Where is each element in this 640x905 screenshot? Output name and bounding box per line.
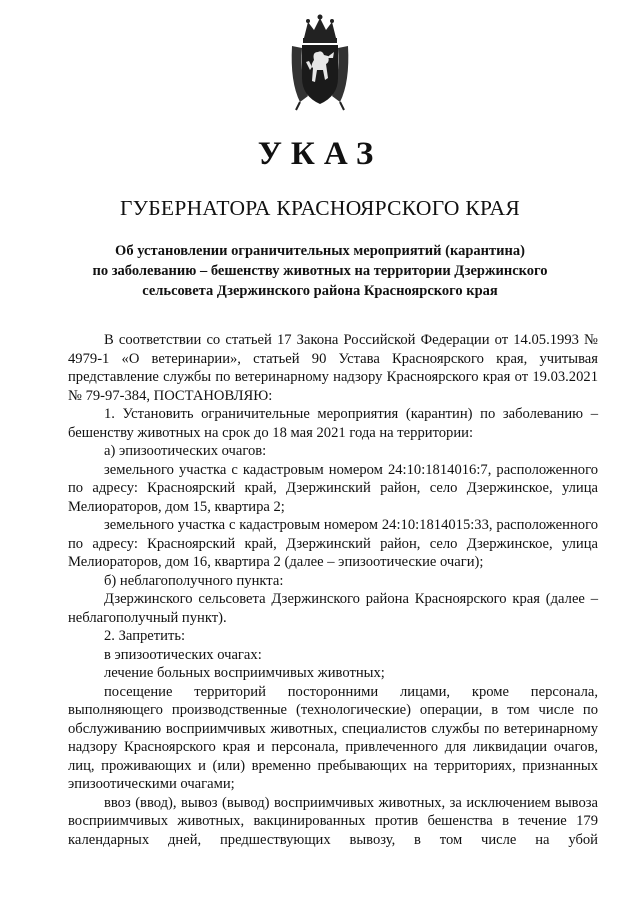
title-line: по заболеванию – бешенству животных на территории Дзержинского	[92, 263, 548, 279]
document-body	[68, 331, 598, 849]
title-line: сельсовета Дзержинского района Красноярского края	[142, 283, 498, 299]
issuer-heading: ГУБЕРНАТОРА КРАСНОЯРСКОГО КРАЯ	[119, 196, 521, 220]
document-title	[60, 241, 580, 301]
paragraph-preamble: В соответствии со статьей 17 Закона Российской Федерации от 14.05.1993 № 4979-1 «О ветеринарии», статьей 90 Устава Красноярского края, учитывая представление службы по ветеринарному надзору Красноярского края от 19.03.2021 № 79-97-384, ПОСТАНОВЛЯЮ:	[68, 332, 598, 404]
krasnoyarsk-coat-of-arms-icon	[288, 12, 352, 112]
paragraph-item-2: 2. Запретить:	[104, 628, 186, 644]
paragraph-subitem-a: а) эпизоотических очагов:	[104, 443, 267, 459]
paragraph-treatment-ban: лечение больных восприимчивых животных;	[104, 665, 385, 681]
title-line: Об установлении ограничительных мероприятий (карантина)	[115, 243, 525, 259]
paragraph-subitem-b: б) неблагополучного пункта:	[104, 572, 284, 589]
paragraph-in-foci: в эпизоотических очагах:	[104, 646, 262, 663]
paragraph-land-plot-1: земельного участка с кадастровым номером 24:10:1814016:7, расположенного по адресу: Красноярский край, Дзержинский район, село Дзержинское, улица Мелиораторов, дом 15, квартира 2;	[68, 461, 598, 515]
document-type-heading: УКАЗ	[257, 136, 383, 172]
paragraph-settlement: Дзержинского сельсовета Дзержинского района Красноярского края (далее – неблагополучный пункт).	[68, 591, 598, 626]
paragraph-visit-ban: посещение территорий посторонними лицами, кроме персонала, выполняющего производственные (технологические) операции, в том числе по обслуживанию восприимчивых животных, специалистов службы по ветеринарному надзору Красноярского края и персонала, привлеченного для ликвидации очагов, лиц, проживающих и (или) временно пребывающих на территориях, признанных эпизоотическими очагами;	[68, 683, 598, 792]
paragraph-transport-ban: ввоз (ввод), вывоз (вывод) восприимчивых животных, за исключением вывоза восприимчивых животных, вакцинированных против бешенства в течение 179 календарных дней, предшествующих вывозу, в том числе на убой	[68, 794, 598, 848]
paragraph-item-1: 1. Установить ограничительные мероприятия (карантин) по заболеванию – бешенству животных на срок до 18 мая 2021 года на территории:	[68, 406, 598, 441]
paragraph-land-plot-2: земельного участка с кадастровым номером 24:10:1814015:33, расположенного по адресу: Красноярский край, Дзержинский район, село Дзержинское, улица Мелиораторов, дом 16, квартира 2 (далее – эпизоотические очаги);	[68, 517, 598, 570]
